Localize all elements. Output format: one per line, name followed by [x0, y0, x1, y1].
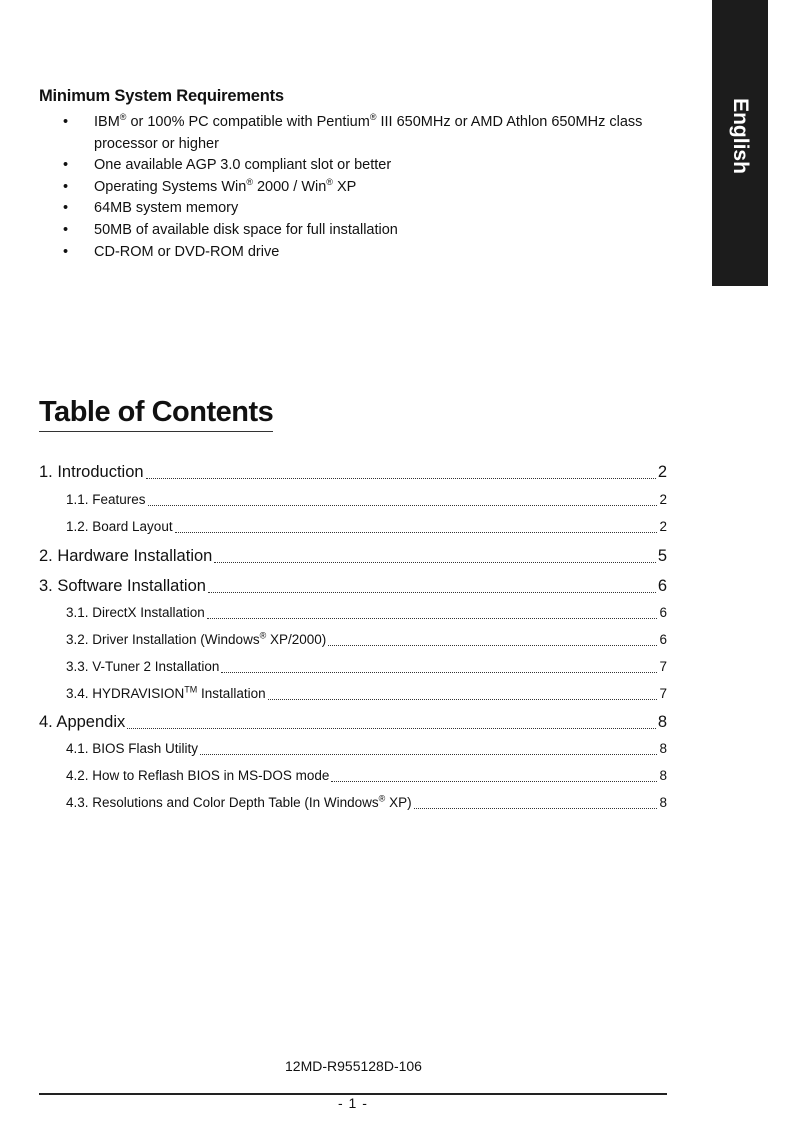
bullet-icon: •	[63, 221, 69, 238]
toc-entry-text: 1. Introduction	[39, 462, 144, 481]
registered-mark: ®	[119, 112, 127, 123]
requirement-item	[39, 134, 679, 156]
toc-entry[interactable]	[39, 656, 667, 674]
toc-entry-label	[39, 547, 212, 566]
requirement-item	[39, 220, 679, 242]
toc-title: Table of Contents	[39, 394, 273, 432]
toc-entry-label	[39, 713, 125, 732]
toc-page-number: 8	[659, 740, 667, 756]
registered-mark: ®	[369, 112, 377, 123]
requirement-text: One available AGP 3.0 compliant slot or better	[94, 157, 392, 174]
toc-page-number: 8	[657, 712, 667, 731]
toc-page-number: 8	[659, 794, 667, 810]
toc-entry[interactable]	[39, 459, 667, 482]
toc-entry-suffix: XP)	[385, 794, 412, 810]
toc-entry[interactable]	[39, 489, 667, 507]
language-tab	[712, 0, 768, 286]
toc-entry-label	[66, 741, 198, 756]
requirement-text: processor or higher	[94, 135, 219, 152]
toc-entry-label	[66, 795, 412, 810]
dot-leader	[200, 740, 657, 755]
dot-leader	[331, 767, 657, 782]
toc-entry-text: 3.4. HYDRAVISION	[66, 685, 185, 701]
dot-leader	[268, 685, 658, 700]
document-code: 12MD-R955128D-106	[285, 1058, 422, 1074]
toc-entry-text: 4.3. Resolutions and Color Depth Table (In Windows	[66, 794, 379, 810]
bullet-icon: •	[63, 243, 69, 260]
toc-page-number: 2	[657, 462, 667, 481]
toc-entry-label	[66, 659, 219, 674]
dot-leader	[208, 575, 656, 593]
dot-leader	[148, 491, 658, 506]
toc-page-number: 6	[659, 604, 667, 620]
toc-entry-text: 1.2. Board Layout	[66, 518, 173, 534]
toc-page-number: 2	[659, 491, 667, 507]
language-tab-label: English	[729, 98, 752, 174]
toc-entry-text: 4.1. BIOS Flash Utility	[66, 740, 199, 756]
bullet-icon: •	[63, 200, 69, 217]
dot-leader	[127, 711, 656, 729]
toc-page-number: 6	[657, 576, 667, 595]
toc-page-number: 2	[659, 518, 667, 534]
requirement-item	[39, 242, 679, 264]
toc-entry-suffix: Installation	[197, 685, 266, 701]
toc-page-number: 5	[657, 546, 667, 565]
registered-mark: ®	[246, 176, 253, 187]
requirements-title: Minimum System Requirements	[39, 87, 284, 105]
toc-entry-label	[66, 632, 326, 647]
requirement-item	[39, 198, 679, 220]
toc-entry-suffix: XP/2000)	[266, 631, 327, 647]
bullet-icon: •	[63, 114, 69, 130]
dot-leader	[414, 794, 658, 809]
toc-entry[interactable]	[39, 602, 667, 620]
toc-entry-text: 4.2. How to Reflash BIOS in MS-DOS mode	[66, 767, 330, 783]
toc-page-number: 7	[659, 685, 667, 701]
toc-entry-text: 1.1. Features	[66, 491, 146, 507]
toc-entry-text: 2. Hardware Installation	[39, 546, 213, 565]
toc-entry-superscript: ®	[259, 630, 267, 640]
dot-leader	[207, 604, 658, 619]
requirement-text: III 650MHz or AMD Athlon 650MHz class	[376, 114, 643, 130]
requirement-text: IBM	[94, 114, 120, 130]
toc-entry-text: 3.1. DirectX Installation	[66, 604, 205, 620]
toc-page-number: 8	[659, 767, 667, 783]
requirement-item	[39, 155, 679, 177]
requirement-text: Operating Systems Win	[94, 178, 247, 195]
toc-entry-label	[39, 463, 144, 482]
toc-entry-text: 3.2. Driver Installation (Windows	[66, 631, 260, 647]
page-number: - 1 -	[338, 1095, 368, 1111]
toc-entry-label	[66, 492, 146, 507]
requirements-list	[39, 112, 679, 263]
requirement-item	[39, 177, 679, 199]
toc-entry[interactable]	[39, 573, 667, 596]
toc-page-number: 7	[659, 658, 667, 674]
toc-entry-label	[66, 605, 205, 620]
requirement-text: 64MB system memory	[94, 200, 239, 217]
toc-entry-superscript: TM	[184, 684, 198, 694]
toc-entry-label	[66, 686, 266, 701]
toc-entry[interactable]	[39, 765, 667, 783]
dot-leader	[221, 658, 657, 673]
requirement-text: 2000 / Win	[252, 178, 327, 195]
toc-entry[interactable]	[39, 516, 667, 534]
requirement-text: CD-ROM or DVD-ROM drive	[94, 243, 280, 260]
toc-entry-label	[66, 519, 173, 534]
toc-entry[interactable]	[39, 543, 667, 566]
requirement-item	[39, 112, 679, 134]
requirement-text: or 100% PC compatible with Pentium	[126, 114, 370, 130]
toc-entry-superscript: ®	[378, 793, 386, 803]
dot-leader	[175, 518, 658, 533]
dot-leader	[214, 545, 655, 563]
toc-entry-text: 3. Software Installation	[39, 576, 206, 595]
toc-entry-text: 3.3. V-Tuner 2 Installation	[66, 658, 220, 674]
bullet-icon: •	[63, 157, 69, 174]
toc-entry-label	[66, 768, 329, 783]
toc-entry[interactable]	[39, 709, 667, 732]
toc-page-number: 6	[659, 631, 667, 647]
toc-entry[interactable]	[39, 792, 667, 810]
toc-entry-label	[39, 577, 206, 596]
toc-entry-text: 4. Appendix	[39, 712, 126, 731]
registered-mark: ®	[326, 176, 333, 187]
requirement-text: XP	[332, 178, 357, 195]
dot-leader	[146, 461, 656, 479]
toc-entry[interactable]	[39, 683, 667, 701]
toc-entry[interactable]	[39, 738, 667, 756]
dot-leader	[328, 631, 657, 646]
bullet-icon: •	[63, 178, 69, 195]
requirement-text: 50MB of available disk space for full installation	[94, 221, 398, 238]
toc-entry[interactable]	[39, 629, 667, 647]
